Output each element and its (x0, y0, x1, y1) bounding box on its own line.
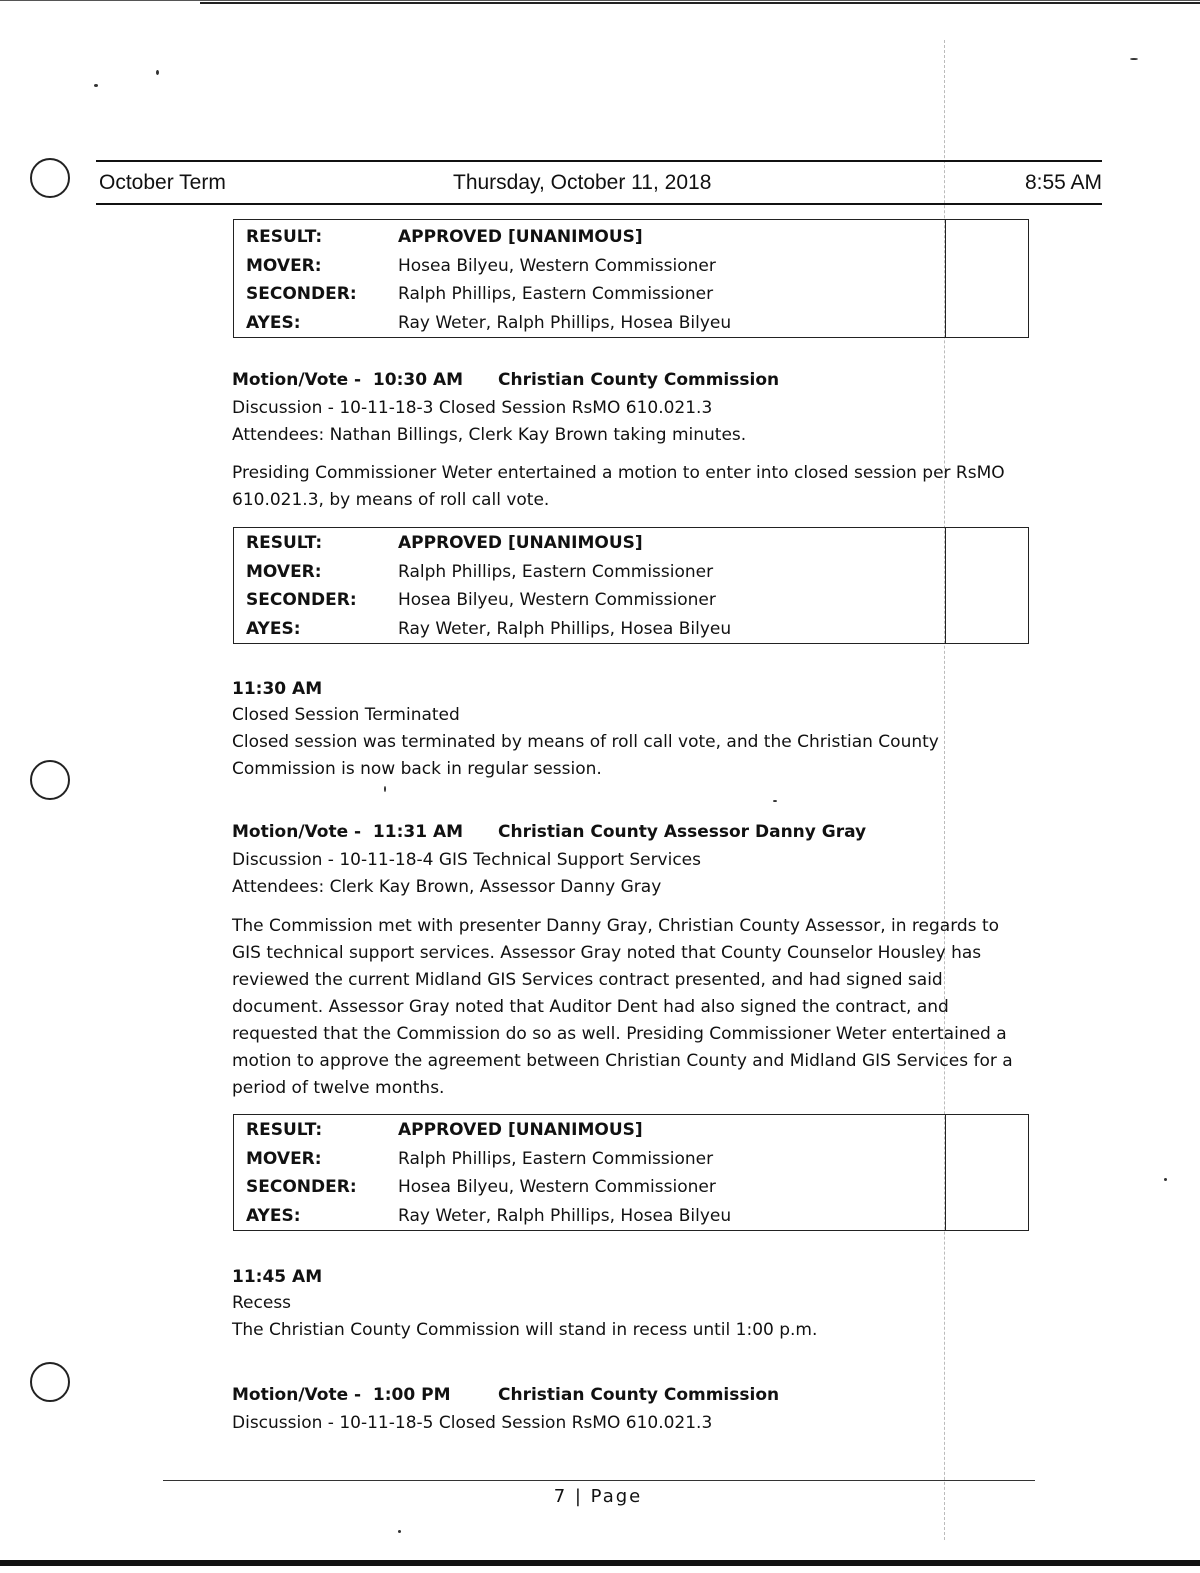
vote-key: SECONDER: (246, 590, 357, 610)
scan-speck (1164, 1178, 1167, 1181)
scan-speck (773, 800, 777, 802)
motion-paragraph: Presiding Commissioner Weter entertained a motion to enter into closed session per RsMO 610.021.3, by means of roll call vote. (232, 463, 1005, 510)
vote-ayes: Ray Weter, Ralph Phillips, Hosea Bilyeu (398, 618, 732, 639)
vote-key: MOVER: (246, 255, 322, 276)
entry-paragraph: The Christian County Commission will stand in recess until 1:00 p.m. (232, 1320, 818, 1340)
entry-title: Recess (232, 1293, 292, 1313)
scan-edge-top-dark (200, 2, 1200, 4)
vote-row-result (234, 529, 1028, 558)
vote-key: MOVER: (246, 1148, 322, 1169)
header-term: October Term (99, 171, 226, 194)
vote-seconder: Ralph Phillips, Eastern Commissioner (398, 284, 714, 304)
scan-speck (398, 1530, 401, 1533)
punch-hole (30, 158, 70, 198)
vote-result: APPROVED [UNANIMOUS] (398, 227, 643, 247)
vote-result: APPROVED [UNANIMOUS] (398, 1120, 643, 1140)
motion-paragraph: The Commission met with presenter Danny Gray, Christian County Assessor, in regards to GIS technical support services. Assessor Gray noted that County Counselor Housley has reviewed the current Midland GIS Services contract presented, and had signed said document. Assessor Gray noted that Auditor Dent had also signed the contract, and requested that the Commission do so as well. Presiding Commissioner Weter entertained a motion to approve the agreement between Christian County and Midland GIS Services for a period of twelve months. (232, 916, 1013, 1098)
punch-hole (30, 760, 70, 800)
scan-speck (384, 786, 386, 792)
motion-body: Christian County Assessor Danny Gray (498, 822, 867, 842)
motion-discussion: Discussion - 10-11-18-5 Closed Session RsMO 610.021.3 (232, 1413, 713, 1433)
vote-row-result (234, 1116, 1028, 1145)
motion-body: Christian County Commission (498, 1385, 780, 1405)
vote-row-ayes (234, 1202, 1028, 1231)
vote-table (233, 527, 1029, 644)
vote-key: AYES: (246, 618, 301, 639)
entry-paragraph: Closed session was terminated by means of roll call vote, and the Christian County Commission is now back in regular session. (232, 732, 939, 779)
vote-row-mover (234, 1145, 1028, 1174)
vote-mover: Hosea Bilyeu, Western Commissioner (398, 255, 716, 276)
motion-attendees: Attendees: Nathan Billings, Clerk Kay Brown taking minutes. (232, 425, 747, 445)
punch-hole (30, 1362, 70, 1402)
scan-speck (1130, 58, 1138, 60)
vote-key: SECONDER: (246, 1177, 357, 1197)
header-rule-bottom (96, 203, 1102, 205)
vote-table (233, 1114, 1029, 1231)
header-date: Thursday, October 11, 2018 (453, 171, 712, 194)
motion-header (232, 370, 779, 390)
vote-row-seconder (234, 280, 1028, 309)
vote-row-ayes (234, 615, 1028, 644)
vote-ayes: Ray Weter, Ralph Phillips, Hosea Bilyeu (398, 312, 732, 333)
motion-header (232, 1385, 779, 1405)
page-number-label: 7 | Page (553, 1486, 643, 1507)
scan-speck (94, 84, 98, 87)
vote-result: APPROVED [UNANIMOUS] (398, 533, 643, 553)
vote-row-mover (234, 252, 1028, 281)
vote-key: RESULT: (246, 1120, 323, 1140)
vote-key: RESULT: (246, 533, 323, 553)
entry-time: 11:45 AM (232, 1267, 323, 1287)
motion-label: Motion/Vote - 11:31 AM (232, 822, 464, 842)
header-time: 8:55 AM (1024, 171, 1102, 194)
motion-header (232, 822, 866, 842)
entry-time: 11:30 AM (232, 679, 323, 699)
motion-label: Motion/Vote - 1:00 PM (232, 1385, 451, 1405)
vote-row-seconder (234, 586, 1028, 615)
vote-key: MOVER: (246, 561, 322, 582)
motion-attendees: Attendees: Clerk Kay Brown, Assessor Danny Gray (232, 877, 662, 897)
scan-speck (156, 70, 159, 75)
scan-edge-bottom (0, 1560, 1200, 1566)
vote-row-mover (234, 558, 1028, 587)
vote-row-ayes (234, 309, 1028, 338)
vote-mover: Ralph Phillips, Eastern Commissioner (398, 561, 714, 582)
page-number (0, 1486, 1200, 1507)
vote-row-seconder (234, 1173, 1028, 1202)
motion-body: Christian County Commission (498, 370, 780, 390)
header-rule-top (96, 160, 1102, 162)
vote-key: AYES: (246, 312, 301, 333)
vote-row-result (234, 223, 1028, 252)
vote-seconder: Hosea Bilyeu, Western Commissioner (398, 590, 716, 610)
motion-label: Motion/Vote - 10:30 AM (232, 370, 464, 390)
motion-discussion: Discussion - 10-11-18-4 GIS Technical Support Services (232, 850, 702, 870)
footer-rule (163, 1480, 1035, 1481)
vote-table (233, 219, 1029, 338)
motion-discussion: Discussion - 10-11-18-3 Closed Session RsMO 610.021.3 (232, 398, 713, 418)
vote-key: AYES: (246, 1205, 301, 1226)
scan-edge-top (0, 0, 1200, 1)
vote-key: SECONDER: (246, 284, 357, 304)
entry-title: Closed Session Terminated (232, 705, 460, 725)
vote-ayes: Ray Weter, Ralph Phillips, Hosea Bilyeu (398, 1205, 732, 1226)
vote-mover: Ralph Phillips, Eastern Commissioner (398, 1148, 714, 1169)
vote-seconder: Hosea Bilyeu, Western Commissioner (398, 1177, 716, 1197)
vote-key: RESULT: (246, 227, 323, 247)
